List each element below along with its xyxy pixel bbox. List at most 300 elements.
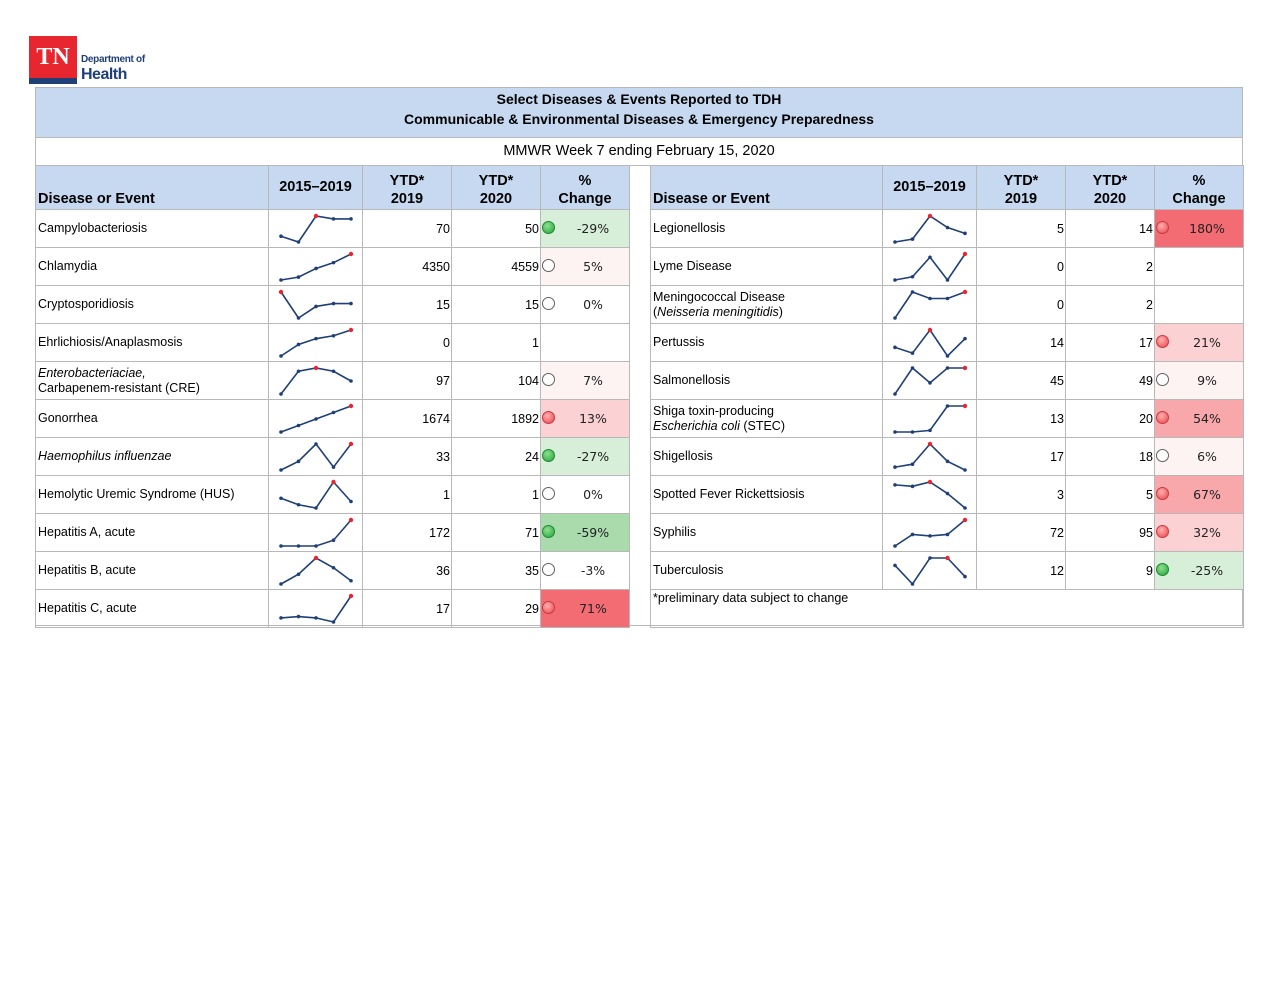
report-title-line1: Select Diseases & Events Reported to TDH	[496, 91, 782, 107]
empty-status-dot-icon	[542, 563, 555, 576]
percent-change-cell	[1155, 400, 1244, 438]
trend-sparkline-cell	[269, 362, 363, 400]
green-status-dot-icon	[542, 525, 555, 538]
disease-name: Salmonellosis	[651, 362, 883, 400]
sparkline-line	[281, 368, 351, 394]
sparkline-point	[910, 462, 914, 466]
percent-change-cell	[541, 552, 630, 590]
trend-sparkline	[276, 478, 356, 512]
sparkline-max-point	[945, 555, 949, 559]
ytd-2020-value: 35	[452, 552, 541, 590]
ytd-2020-value: 1	[452, 476, 541, 514]
percent-change-value: 0%	[583, 297, 603, 312]
sparkline-point	[963, 336, 967, 340]
disease-name: Syphilis	[651, 514, 883, 552]
sparkline-point	[910, 582, 914, 586]
disease-name: Spotted Fever Rickettsiosis	[651, 476, 883, 514]
trend-sparkline-cell	[269, 590, 363, 628]
sparkline-point	[963, 468, 967, 472]
disease-table-right	[650, 165, 1244, 628]
sparkline-point	[314, 304, 318, 308]
sparkline-point	[945, 225, 949, 229]
trend-sparkline-cell	[269, 552, 363, 590]
trend-sparkline-cell	[883, 362, 977, 400]
sparkline-point	[910, 351, 914, 355]
sparkline-max-point	[962, 289, 966, 293]
trend-sparkline-cell	[883, 400, 977, 438]
sparkline-max-point	[927, 441, 931, 445]
percent-change-value: 54%	[1193, 411, 1221, 426]
sparkline-max-point	[348, 517, 352, 521]
red-status-dot-icon	[1156, 525, 1169, 538]
table-row	[36, 590, 630, 628]
percent-change-cell	[541, 476, 630, 514]
sparkline-max-point	[348, 593, 352, 597]
disease-name: Haemophilus influenzae	[36, 438, 269, 476]
disease-name: Enterobacteriaciae, Carbapenem-resistant (CRE)	[36, 362, 269, 400]
percent-change-value: 0%	[583, 487, 603, 502]
sparkline-point	[279, 616, 283, 620]
report-frame	[35, 87, 1243, 626]
empty-status-dot-icon	[542, 259, 555, 272]
ytd-2019-value: 97	[363, 362, 452, 400]
percent-change-value: -27%	[576, 449, 610, 464]
percent-change-cell	[541, 286, 630, 324]
red-status-dot-icon	[542, 411, 555, 424]
trend-sparkline	[890, 250, 970, 284]
disease-name: Shigellosis	[651, 438, 883, 476]
footnote-row	[651, 590, 1244, 628]
ytd-2019-value: 33	[363, 438, 452, 476]
sparkline-point	[945, 278, 949, 282]
trend-sparkline	[890, 516, 970, 550]
disease-name: Hepatitis A, acute	[36, 514, 269, 552]
disease-name: Hepatitis B, acute	[36, 552, 269, 590]
percent-change-value: 21%	[1193, 335, 1221, 350]
sparkline-point	[349, 301, 353, 305]
sparkline-point	[928, 556, 932, 560]
trend-sparkline-cell	[883, 248, 977, 286]
trend-sparkline-cell	[883, 438, 977, 476]
sparkline-point	[910, 532, 914, 536]
sparkline-point	[314, 616, 318, 620]
trend-sparkline	[890, 364, 970, 398]
percent-change-value: 5%	[583, 259, 603, 274]
disease-name: Meningococcal Disease (Neisseria meningitidis)	[651, 286, 883, 324]
table-row	[36, 552, 630, 590]
table-row	[36, 362, 630, 400]
red-status-dot-icon	[542, 601, 555, 614]
sparkline-point	[893, 465, 897, 469]
percent-change-cell	[541, 210, 630, 248]
sparkline-max-point	[313, 555, 317, 559]
sparkline-point	[893, 483, 897, 487]
sparkline-point	[963, 231, 967, 235]
percent-change-cell	[1155, 438, 1244, 476]
sparkline-point	[296, 572, 300, 576]
sparkline-line	[895, 444, 965, 470]
sparkline-point	[928, 381, 932, 385]
sparkline-point	[279, 392, 283, 396]
sparkline-point	[296, 459, 300, 463]
empty-status-dot-icon	[542, 297, 555, 310]
ytd-2019-value: 0	[363, 324, 452, 362]
sparkline-point	[331, 565, 335, 569]
red-status-dot-icon	[1156, 487, 1169, 500]
trend-sparkline	[276, 440, 356, 474]
trend-sparkline	[890, 554, 970, 588]
ytd-2020-value: 2	[1066, 286, 1155, 324]
percent-change-value: 13%	[579, 411, 607, 426]
ytd-2019-value: 3	[977, 476, 1066, 514]
sparkline-point	[296, 316, 300, 320]
sparkline-line	[895, 216, 965, 242]
sparkline-max-point	[927, 213, 931, 217]
ytd-2019-value: 13	[977, 400, 1066, 438]
sparkline-line	[281, 444, 351, 470]
ytd-2020-value: 4559	[452, 248, 541, 286]
sparkline-max-point	[962, 517, 966, 521]
disease-name: Shiga toxin-producing Escherichia coli (STEC)	[651, 400, 883, 438]
sparkline-point	[279, 582, 283, 586]
empty-status-dot-icon	[1156, 373, 1169, 386]
sparkline-point	[910, 274, 914, 278]
sparkline-point	[331, 260, 335, 264]
sparkline-line	[895, 520, 965, 546]
sparkline-point	[331, 333, 335, 337]
header-ytd-2019: YTD* 2019	[977, 166, 1066, 210]
sparkline-point	[893, 345, 897, 349]
sparkline-max-point	[962, 403, 966, 407]
table-row	[36, 324, 630, 362]
trend-sparkline	[276, 402, 356, 436]
header-ytd-2020: YTD* 2020	[452, 166, 541, 210]
trend-sparkline	[890, 440, 970, 474]
sparkline-point	[910, 484, 914, 488]
ytd-2019-value: 45	[977, 362, 1066, 400]
sparkline-max-point	[927, 327, 931, 331]
trend-sparkline-cell	[269, 286, 363, 324]
sparkline-max-point	[962, 365, 966, 369]
trend-sparkline	[890, 478, 970, 512]
disease-name: Chlamydia	[36, 248, 269, 286]
percent-change-cell	[1155, 248, 1244, 286]
table-row	[36, 514, 630, 552]
trend-sparkline-cell	[883, 514, 977, 552]
ytd-2020-value: 15	[452, 286, 541, 324]
sparkline-line	[281, 330, 351, 356]
green-status-dot-icon	[542, 221, 555, 234]
sparkline-line	[281, 520, 351, 546]
sparkline-point	[314, 544, 318, 548]
ytd-2020-value: 9	[1066, 552, 1155, 590]
ytd-2020-value: 1892	[452, 400, 541, 438]
ytd-2019-value: 72	[977, 514, 1066, 552]
sparkline-point	[296, 275, 300, 279]
percent-change-cell	[1155, 324, 1244, 362]
disease-name: Tuberculosis	[651, 552, 883, 590]
trend-sparkline	[276, 326, 356, 360]
green-status-dot-icon	[542, 449, 555, 462]
sparkline-point	[910, 430, 914, 434]
sparkline-max-point	[962, 251, 966, 255]
sparkline-point	[928, 534, 932, 538]
sparkline-line	[895, 368, 965, 394]
tdh-logo	[29, 36, 159, 86]
table-row	[651, 248, 1244, 286]
percent-change-cell	[541, 248, 630, 286]
sparkline-point	[893, 278, 897, 282]
sparkline-point	[296, 342, 300, 346]
ytd-2019-value: 1	[363, 476, 452, 514]
table-row	[651, 514, 1244, 552]
sparkline-max-point	[348, 441, 352, 445]
table-row	[651, 552, 1244, 590]
sparkline-point	[314, 417, 318, 421]
sparkline-point	[331, 301, 335, 305]
percent-change-cell	[541, 362, 630, 400]
header-period: 2015–2019	[269, 166, 363, 210]
percent-change-cell	[1155, 362, 1244, 400]
trend-sparkline	[890, 212, 970, 246]
percent-change-value: -29%	[576, 221, 610, 236]
ytd-2020-value: 2	[1066, 248, 1155, 286]
ytd-2020-value: 18	[1066, 438, 1155, 476]
table-row	[36, 438, 630, 476]
sparkline-line	[895, 558, 965, 584]
disease-table-left	[35, 165, 630, 628]
percent-change-value: 67%	[1193, 487, 1221, 502]
trend-sparkline	[276, 250, 356, 284]
sparkline-point	[349, 578, 353, 582]
sparkline-point	[296, 369, 300, 373]
table-header-row	[651, 166, 1244, 210]
trend-sparkline-cell	[269, 514, 363, 552]
sparkline-point	[945, 296, 949, 300]
sparkline-point	[279, 430, 283, 434]
sparkline-point	[279, 354, 283, 358]
ytd-2019-value: 5	[977, 210, 1066, 248]
ytd-2019-value: 172	[363, 514, 452, 552]
table-row	[36, 286, 630, 324]
percent-change-cell	[1155, 552, 1244, 590]
ytd-2020-value: 49	[1066, 362, 1155, 400]
ytd-2019-value: 17	[363, 590, 452, 628]
ytd-2019-value: 15	[363, 286, 452, 324]
percent-change-cell	[541, 590, 630, 628]
disease-name: Lyme Disease	[651, 248, 883, 286]
sparkline-max-point	[348, 251, 352, 255]
sparkline-max-point	[348, 403, 352, 407]
sparkline-point	[945, 404, 949, 408]
percent-change-value: -3%	[580, 563, 606, 578]
disease-name: Legionellosis	[651, 210, 883, 248]
sparkline-point	[331, 538, 335, 542]
sparkline-point	[945, 459, 949, 463]
logo-underline	[29, 78, 77, 84]
percent-change-cell	[1155, 476, 1244, 514]
sparkline-point	[296, 423, 300, 427]
sparkline-point	[893, 240, 897, 244]
ytd-2019-value: 12	[977, 552, 1066, 590]
sparkline-point	[331, 410, 335, 414]
ytd-2020-value: 95	[1066, 514, 1155, 552]
sparkline-line	[895, 482, 965, 508]
table-row	[651, 400, 1244, 438]
ytd-2019-value: 14	[977, 324, 1066, 362]
ytd-2020-value: 104	[452, 362, 541, 400]
table-row	[651, 324, 1244, 362]
sparkline-point	[314, 266, 318, 270]
trend-sparkline	[276, 592, 356, 626]
sparkline-point	[945, 532, 949, 536]
percent-change-value: -59%	[576, 525, 610, 540]
ytd-2020-value: 71	[452, 514, 541, 552]
percent-change-cell	[541, 438, 630, 476]
ytd-2019-value: 4350	[363, 248, 452, 286]
ytd-2020-value: 1	[452, 324, 541, 362]
trend-sparkline-cell	[269, 248, 363, 286]
sparkline-point	[314, 336, 318, 340]
trend-sparkline-cell	[269, 324, 363, 362]
trend-sparkline	[276, 212, 356, 246]
report-title-band	[36, 88, 1242, 138]
logo-health: Health	[81, 66, 127, 83]
sparkline-point	[893, 316, 897, 320]
sparkline-point	[279, 468, 283, 472]
sparkline-point	[963, 574, 967, 578]
table-row	[651, 286, 1244, 324]
sparkline-point	[893, 544, 897, 548]
sparkline-max-point	[331, 479, 335, 483]
table-row	[36, 248, 630, 286]
trend-sparkline	[276, 288, 356, 322]
disease-name: Cryptosporidiosis	[36, 286, 269, 324]
sparkline-point	[331, 465, 335, 469]
header-period: 2015–2019	[883, 166, 977, 210]
sparkline-line	[895, 330, 965, 356]
sparkline-point	[945, 491, 949, 495]
ytd-2020-value: 24	[452, 438, 541, 476]
ytd-2019-value: 17	[977, 438, 1066, 476]
ytd-2020-value: 17	[1066, 324, 1155, 362]
header-disease: Disease or Event	[36, 166, 269, 210]
red-status-dot-icon	[1156, 221, 1169, 234]
sparkline-point	[314, 506, 318, 510]
sparkline-max-point	[278, 289, 282, 293]
sparkline-point	[331, 369, 335, 373]
sparkline-point	[893, 392, 897, 396]
ytd-2019-value: 36	[363, 552, 452, 590]
sparkline-line	[895, 292, 965, 318]
ytd-2020-value: 50	[452, 210, 541, 248]
ytd-2020-value: 29	[452, 590, 541, 628]
trend-sparkline	[276, 516, 356, 550]
green-status-dot-icon	[1156, 563, 1169, 576]
percent-change-value: 180%	[1189, 221, 1225, 236]
ytd-2019-value: 0	[977, 286, 1066, 324]
logo-department: Department of	[81, 54, 145, 65]
trend-sparkline-cell	[883, 286, 977, 324]
sparkline-point	[279, 544, 283, 548]
tn-logo-mark: TN	[29, 36, 77, 78]
trend-sparkline-cell	[883, 476, 977, 514]
trend-sparkline-cell	[269, 438, 363, 476]
header-ytd-2019: YTD* 2019	[363, 166, 452, 210]
trend-sparkline	[890, 402, 970, 436]
sparkline-point	[349, 499, 353, 503]
percent-change-cell	[1155, 514, 1244, 552]
sparkline-line	[281, 216, 351, 242]
sparkline-max-point	[313, 365, 317, 369]
sparkline-line	[281, 482, 351, 508]
table-row	[36, 210, 630, 248]
table-header-row	[36, 166, 630, 210]
percent-change-value: 7%	[583, 373, 603, 388]
sparkline-point	[331, 217, 335, 221]
red-status-dot-icon	[1156, 335, 1169, 348]
sparkline-point	[963, 506, 967, 510]
disease-name: Pertussis	[651, 324, 883, 362]
trend-sparkline	[890, 326, 970, 360]
table-row	[651, 438, 1244, 476]
sparkline-point	[928, 296, 932, 300]
sparkline-max-point	[927, 479, 931, 483]
header-disease: Disease or Event	[651, 166, 883, 210]
table-row	[36, 400, 630, 438]
empty-status-dot-icon	[1156, 449, 1169, 462]
red-status-dot-icon	[1156, 411, 1169, 424]
percent-change-value: 32%	[1193, 525, 1221, 540]
sparkline-point	[910, 366, 914, 370]
disease-name: Campylobacteriosis	[36, 210, 269, 248]
table-row	[651, 362, 1244, 400]
trend-sparkline-cell	[883, 210, 977, 248]
percent-change-value: 6%	[1197, 449, 1217, 464]
preliminary-data-footnote: *preliminary data subject to change	[651, 590, 1244, 628]
trend-sparkline	[276, 554, 356, 588]
sparkline-point	[296, 544, 300, 548]
trend-sparkline-cell	[883, 552, 977, 590]
table-row	[651, 210, 1244, 248]
trend-sparkline-cell	[269, 400, 363, 438]
ytd-2019-value: 0	[977, 248, 1066, 286]
sparkline-max-point	[348, 327, 352, 331]
mmwr-week-label: MMWR Week 7 ending February 15, 2020	[36, 138, 1242, 166]
sparkline-point	[893, 430, 897, 434]
percent-change-cell	[541, 514, 630, 552]
ytd-2020-value: 20	[1066, 400, 1155, 438]
empty-status-dot-icon	[542, 487, 555, 500]
sparkline-line	[281, 558, 351, 584]
percent-change-cell	[1155, 210, 1244, 248]
ytd-2019-value: 1674	[363, 400, 452, 438]
sparkline-point	[910, 290, 914, 294]
sparkline-point	[893, 563, 897, 567]
sparkline-line	[895, 406, 965, 432]
empty-status-dot-icon	[542, 373, 555, 386]
sparkline-point	[279, 234, 283, 238]
disease-name: Ehrlichiosis/Anaplasmosis	[36, 324, 269, 362]
sparkline-point	[910, 237, 914, 241]
percent-change-cell	[541, 400, 630, 438]
ytd-2019-value: 70	[363, 210, 452, 248]
sparkline-max-point	[313, 213, 317, 217]
sparkline-point	[296, 614, 300, 618]
sparkline-point	[945, 354, 949, 358]
sparkline-point	[928, 255, 932, 259]
sparkline-point	[279, 496, 283, 500]
